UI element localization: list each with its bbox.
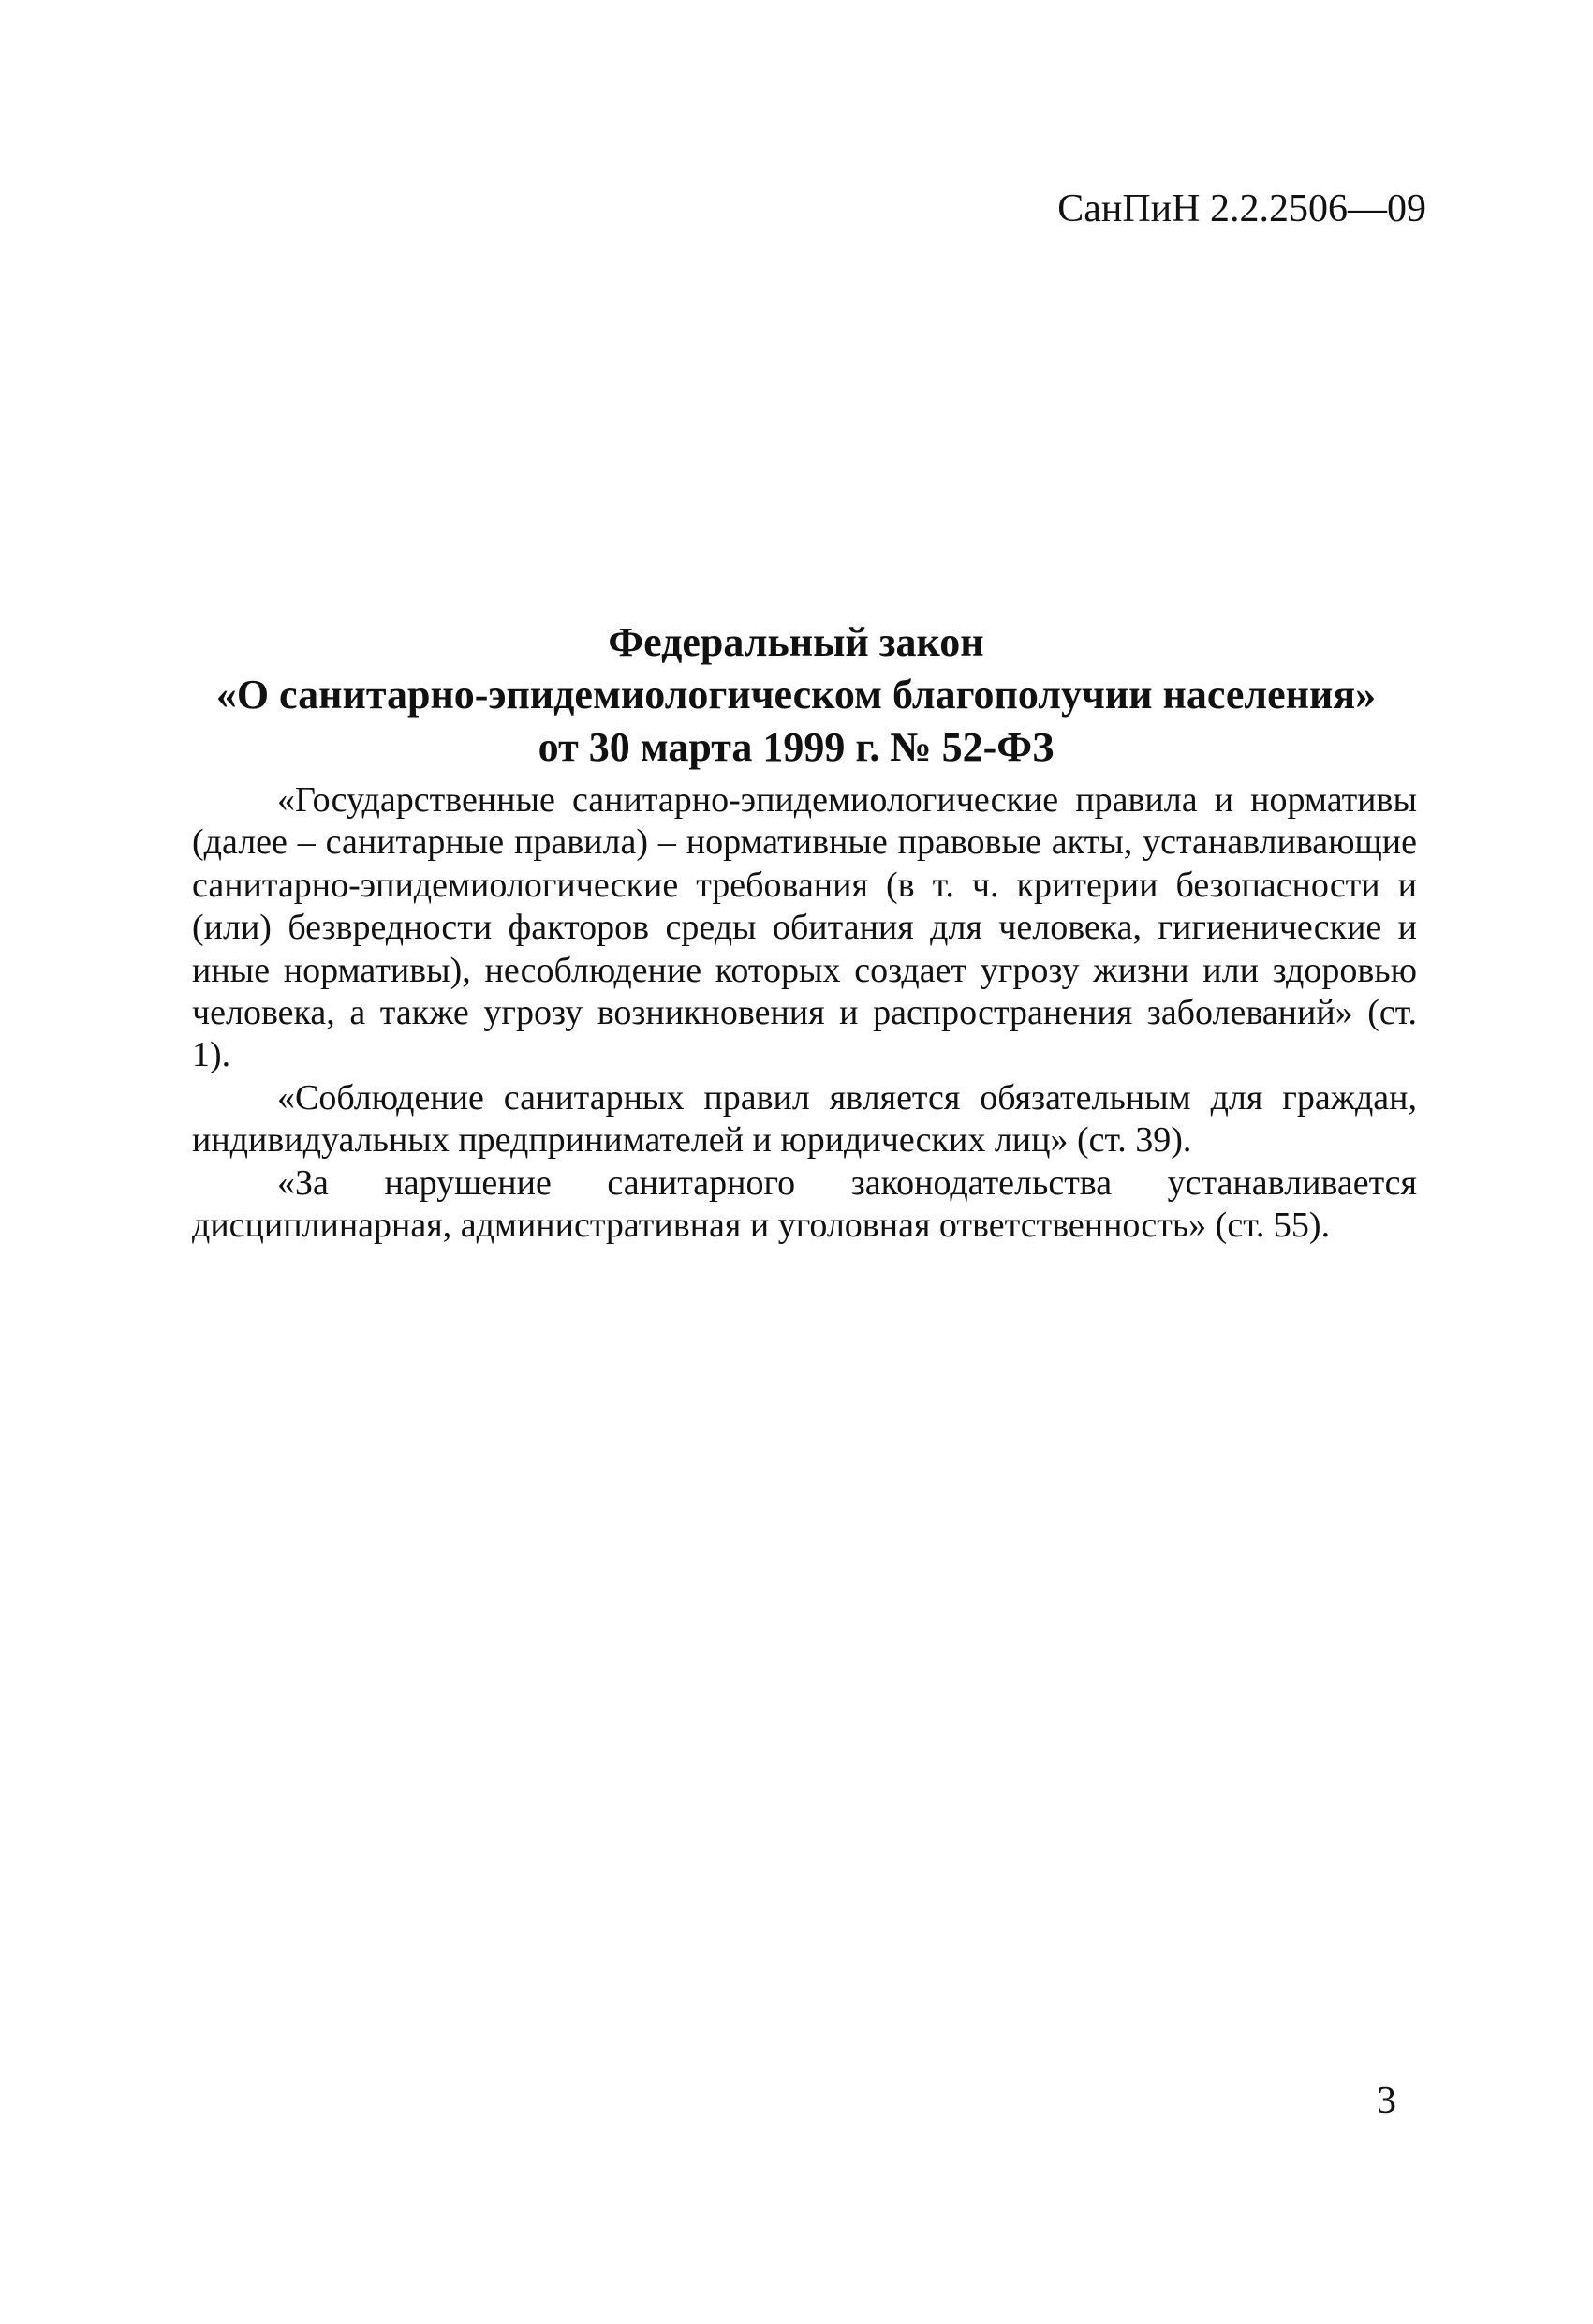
law-title: [150, 616, 1442, 774]
excerpt-paragraph-article-39: «Соблюдение санитарных правил является обязательным для граждан, индивидуальных предпринимателей и юридических лиц» (ст. 39).: [192, 1077, 1417, 1161]
law-excerpts: [192, 779, 1417, 1247]
excerpt-paragraph-article-55: «За нарушение санитарного законодательства устанавливается дисциплинарная, административная и уголовная ответственность» (ст. 55).: [192, 1162, 1417, 1246]
page-number: 3: [1377, 2080, 1396, 2123]
document-code-header: СанПиН 2.2.2506—09: [1057, 187, 1426, 230]
law-title-line-3: от 30 марта 1999 г. № 52-ФЗ: [538, 724, 1055, 770]
law-title-line-2: «О санитарно-эпидемиологическом благополучии населения»: [215, 672, 1377, 718]
law-title-line-1: Федеральный закон: [608, 619, 984, 665]
excerpt-paragraph-article-1: «Государственные санитарно-эпидемиологические правила и нормативы (далее – санитарные правила) – нормативные правовые акты, устанавливающие санитарно-эпидемиологические требования (в т. ч. критерии безопасности и (или) безвредности факторов среды обитания для человека, гигиенические и иные нормативы), несоблюдение которых создает угрозу жизни или здоровью человека, а также угрозу возникновения и распространения заболеваний» (ст. 1).: [192, 780, 1417, 1075]
